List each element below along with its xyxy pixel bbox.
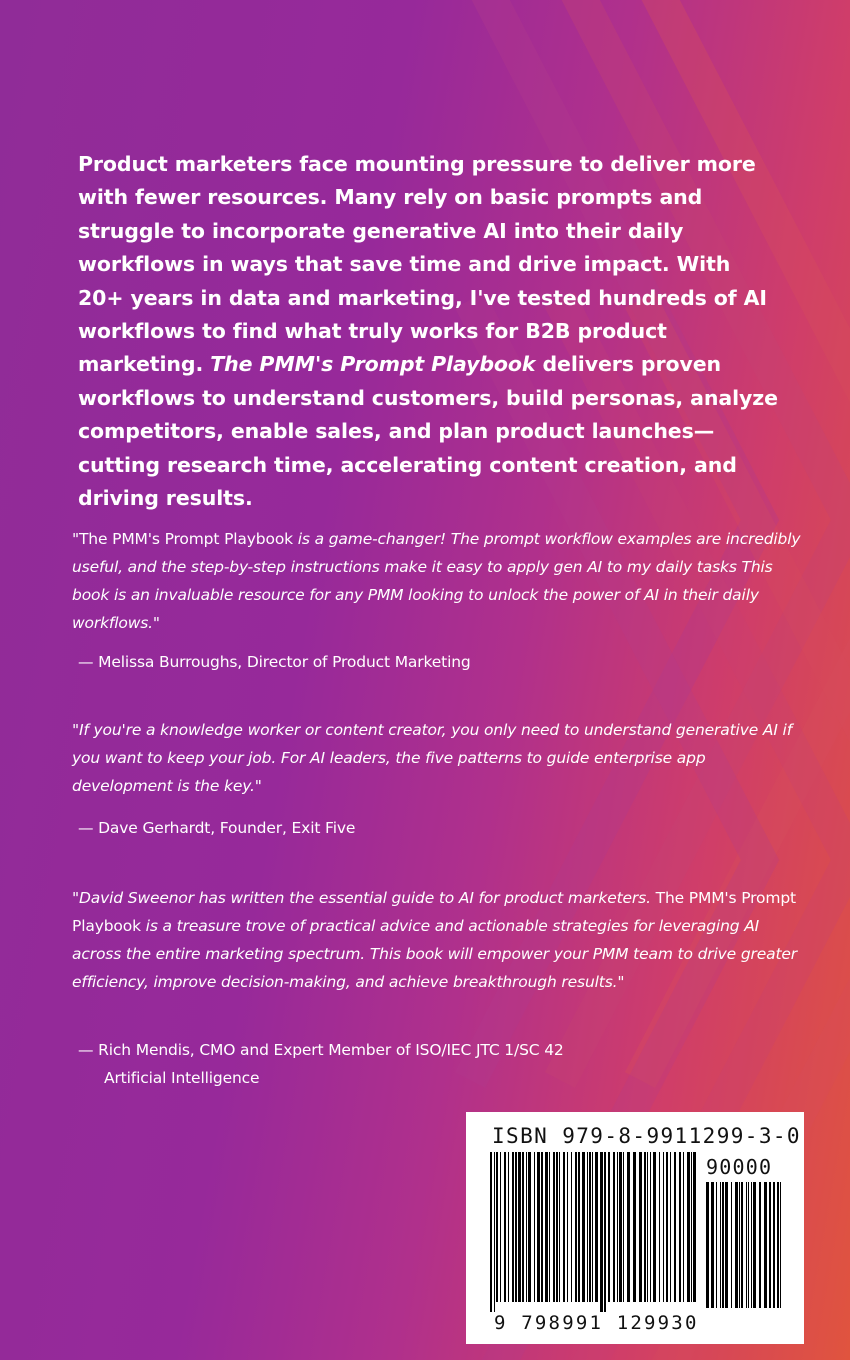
testimonial-quote-1 [72,525,807,637]
barcode-bar [512,1152,514,1302]
barcode-bar [563,1152,565,1302]
testimonial-quote-2 [72,716,807,800]
quote-book-title: "The PMM's Prompt Playbook [72,530,293,548]
barcode-bar [722,1182,724,1308]
barcode-bar [496,1152,498,1302]
barcode-bar [659,1152,660,1302]
ean-digits: 9 798991 129930 [494,1312,699,1334]
barcode-bar [545,1152,548,1302]
barcode-bar [559,1152,560,1302]
barcode-bar [613,1152,615,1302]
barcode-bar [595,1152,598,1302]
barcode-bar [769,1182,771,1308]
barcode-bar [604,1152,606,1312]
isbn-barcode [466,1112,804,1344]
barcode-bar [674,1152,676,1302]
barcode-bar [751,1182,752,1308]
barcode-bar [746,1182,747,1308]
barcode-bar [582,1152,585,1302]
barcode-bar [716,1182,717,1308]
barcode-bar [687,1152,690,1302]
barcode-bar [627,1152,630,1302]
barcode-bar [780,1182,781,1308]
barcode-bar [720,1182,721,1308]
barcode-bar [589,1152,591,1302]
barcode-bar [571,1152,572,1302]
barcode-bar [647,1152,648,1302]
description-text-continued: delivers proven workflows to understand customers, build personas, analyze competitors, enable sales, and plan product launches—cutting research time, accelerating content creation, and driving results. [78,352,778,511]
price-code: 90000 [706,1155,773,1179]
barcode-bar [541,1152,543,1302]
barcode-bar [549,1152,550,1302]
isbn-label: ISBN 979-8-9911299-3-0 [492,1124,801,1148]
barcode-bar [490,1152,492,1312]
barcode-bar [526,1152,527,1302]
barcode-bar [619,1152,622,1302]
barcode-bar [617,1152,618,1302]
book-description [78,148,778,515]
barcode-bar [633,1152,636,1302]
barcode-bar [650,1152,651,1302]
barcode-bar [753,1182,756,1308]
barcode-bar [711,1182,714,1308]
barcode-bar [608,1152,610,1302]
barcode-bar [553,1152,555,1302]
barcode-bar [500,1152,501,1302]
barcode-bar [777,1182,779,1308]
barcode-bar [587,1152,588,1302]
barcode-bar [735,1182,738,1308]
barcode-bar [518,1152,521,1302]
testimonial-quote-3 [72,884,807,996]
barcode-bar [683,1152,684,1302]
barcode-bar [759,1182,761,1308]
price-addon-bars [704,1182,784,1310]
quote-text-continued: is a treasure trove of practical advice and actionable strategies for leveraging AI across the entire marketing spectrum. This book will empower your PMM team to drive greater efficiency, improve decision-making, and achieve breakthrough results." [72,917,798,991]
barcode-bar [522,1152,524,1302]
quote-text: is a game-changer! The prompt workflow examples are incredibly useful, and the step-by-step instructions make it easy to apply gen AI to my daily tasks This book is an invaluable resource for any PMM looking to unlock the power of AI in their daily workflows." [72,530,801,632]
barcode-bar [679,1152,681,1302]
barcode-bar [653,1152,656,1302]
testimonial-attribution-1: — Melissa Burroughs, Director of Product Marketing [78,653,471,671]
barcode-bar [773,1182,775,1308]
quote-text: "If you're a knowledge worker or content creator, you only need to understand generative AI if you want to keep your job. For AI leaders, the five patterns to guide enterprise app development is the key." [72,721,793,795]
barcode-bar [764,1182,767,1308]
barcode-bar [731,1182,732,1308]
quote-text: "David Sweenor has written the essential guide to AI for product marketers. [72,889,651,907]
barcode-bar [600,1152,603,1312]
barcode-bar [693,1152,696,1302]
barcode-bar [556,1152,558,1302]
barcode-bar [725,1182,728,1308]
barcode-bar [534,1152,535,1302]
barcode-bar [748,1182,749,1308]
barcode-bar [663,1152,664,1302]
testimonial-attribution-3 [78,1036,678,1092]
barcode-bar [741,1182,743,1308]
quote-book-title: The PMM's Prompt Playbook [72,889,796,935]
barcode-bar [528,1152,531,1302]
attribution-line-1: — Rich Mendis, CMO and Expert Member of ISO/IEC JTC 1/SC 42 [78,1041,564,1059]
testimonial-attribution-2: — Dave Gerhardt, Founder, Exit Five [78,819,356,837]
ean-barcode-bars [488,1152,698,1314]
barcode-bar [578,1152,580,1302]
barcode-bar [592,1152,593,1302]
barcode-bar [666,1152,668,1302]
attribution-line-2: Artificial Intelligence [104,1069,260,1087]
description-text: Product marketers face mounting pressure to deliver more with fewer resources. Many rely on basic prompts and struggle to incorporate generative AI into their daily workflows in ways that save time and drive impact. With 20+ years in data and marketing, I've tested hundreds of AI workflows to find what truly works for B2B product marketing. [78,152,767,377]
barcode-bar [670,1152,671,1302]
barcode-bar [644,1152,646,1302]
book-title-inline: The PMM's Prompt Playbook [210,352,536,377]
barcode-bar [537,1152,540,1302]
barcode-bar [706,1182,709,1308]
barcode-bar [691,1152,692,1302]
barcode-bar [739,1182,740,1308]
barcode-bar [494,1152,495,1312]
barcode-bar [575,1152,577,1302]
barcode-bar [639,1152,642,1302]
barcode-bar [508,1152,509,1302]
barcode-bar [515,1152,517,1302]
barcode-bar [623,1152,624,1302]
barcode-bar [504,1152,506,1302]
barcode-bar [567,1152,568,1302]
